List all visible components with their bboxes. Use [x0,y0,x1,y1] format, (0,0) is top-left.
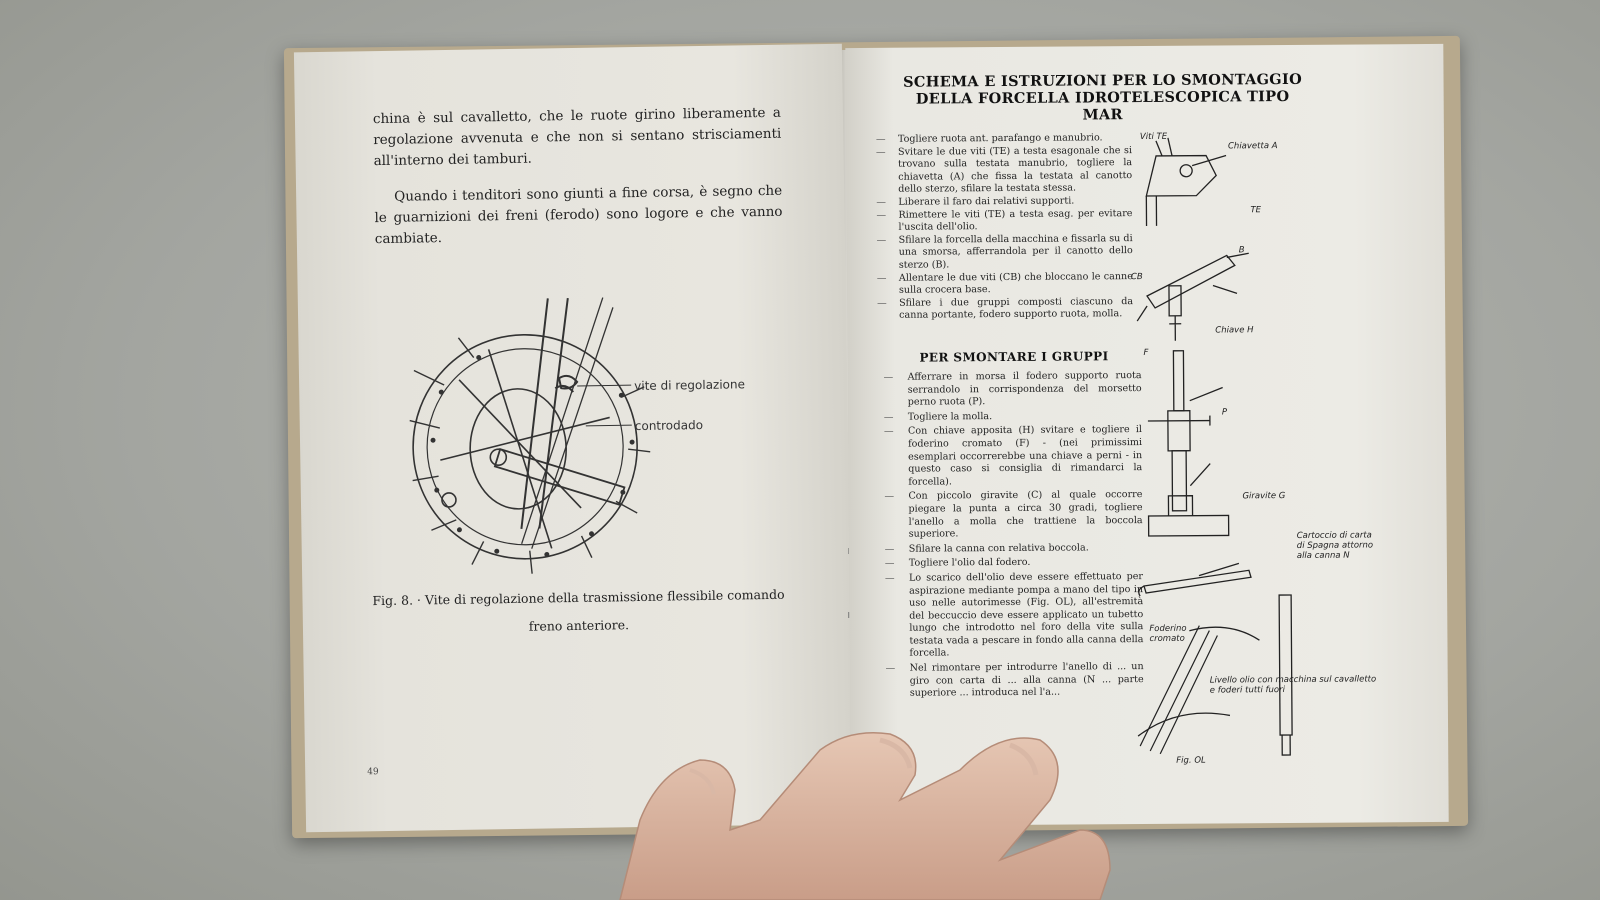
list-item: — Sfilare la canna con relativa boccola. [885,542,1143,556]
list-item: — Rimettere le viti (TE) a testa esag. per evitare l'uscita dell'olio. [876,208,1132,235]
list-item: — Togliere ruota ant. parafango e manubrio. [876,132,1132,146]
list-item: — Con chiave apposita (H) svitare e togliere il foderino cromato (F) - (nei primissimi esemplari occorrerebbe una chiave a perni - in questo caso si consiglia di rimandarci la forcella). [884,424,1142,489]
list-item: — Liberare il faro dai relativi supporti. [876,195,1132,209]
section-subheading: PER SMONTARE I GRUPPI [919,349,1109,365]
title-line-1: SCHEMA E ISTRUZIONI PER LO SMONTAGGIO [903,70,1303,91]
left-paragraph-2: Quando i tenditori sono giunti a fine corsa, è segno che le guarnizioni dei freni (ferodo) sono logore e che vanno cambiate. [374,182,783,248]
label-vite-regolazione: vite di regolazione [634,377,746,394]
list-item: — Sfilare la forcella della macchina e fissarla su di una smorsa, afferrandola per il canotto dello sterzo (B). [877,233,1133,273]
list-item: — Togliere la molla. [884,410,1142,424]
group-disassembly-steps [884,370,1144,703]
caption-line-2: freno anteriore. [528,617,630,634]
label-chiavetta: Chiavetta A [1227,141,1278,152]
label-controdado: controdado [634,417,704,434]
list-item: — Con piccolo giravite (C) al quale occorre piegare la punta a circa 30 gradi, togliere l'anello a molla che trattiene la boccola superiore. [884,489,1142,541]
left-paragraph-1: china è sul cavalletto, che le ruote girino liberamente a regolazione avvenuta e che non si sentano strisciamenti all'interno dei tamburi. [372,104,782,170]
brake-hub-illustration [398,277,663,581]
fork-diagrams [1126,124,1380,766]
label-giravite: Giravite G [1242,491,1286,502]
label-viti-te: Viti TE [1139,131,1168,143]
page-title [897,71,1307,125]
list-item: — Togliere l'olio dal fodero. [885,556,1143,570]
list-item: — Svitare le due viti (TE) a testa esagonale che si trovano sulla testata manubrio, togliere la chiavetta (A) che fissa la testata al canotto dello sterzo, sfilare la testata stessa. [876,145,1132,197]
disassembly-steps [876,132,1133,323]
caption-line-1: Fig. 8. · Vite di regolazione della trasmissione flessibile comando [372,586,785,609]
list-item: — Allentare le due viti (CB) che bloccano le canne sulla crocera base. [877,271,1133,298]
list-item: — Afferrare in morsa il fodero supporto ruota serrandolo in corrispondenza del morsetto perno ruota (P). [884,370,1142,410]
label-f: F [1143,347,1149,359]
label-b: B [1238,245,1245,256]
list-item: — Nel rimontare per introdurre l'anello di ... un giro con carta di ... alla canna (N ... parte superiore ... introduca nel l'a... [886,661,1144,701]
title-line-2: DELLA FORCELLA IDROTELESCOPICA TIPO MAR [915,87,1290,124]
label-te: TE [1250,205,1262,216]
label-livello: Livello olio con macchina sul cavalletto e foderi tutti fuori [1209,674,1377,696]
label-fig-ol: Fig. OL [1176,755,1206,766]
right-page [845,44,1448,826]
label-cartoccio: Cartoccio di carta di Spagna attorno alla canna N [1296,530,1374,561]
list-item: — Sfilare i due gruppi composti ciascuno da canna portante, fodero supporto ruota, molla. [877,296,1133,323]
label-p: P [1221,407,1228,418]
left-page [294,44,854,833]
label-foderino: Foderino cromato [1149,623,1187,644]
label-chiave-h: Chiave H [1215,325,1254,336]
page-number: 49 [367,767,379,778]
figure-caption [368,581,789,644]
list-item: — Lo scarico dell'olio deve essere effettuato per aspirazione mediante pompa a mano del tipo in uso nelle autorimesse (Fig. OL), all'estremità del beccuccio deve essere applicato un tubetto lungo che introdotto nel foro della vite sulla testata vada a pescare in fondo alla canna della forcella. [885,571,1144,661]
label-cb: CB [1130,272,1143,283]
